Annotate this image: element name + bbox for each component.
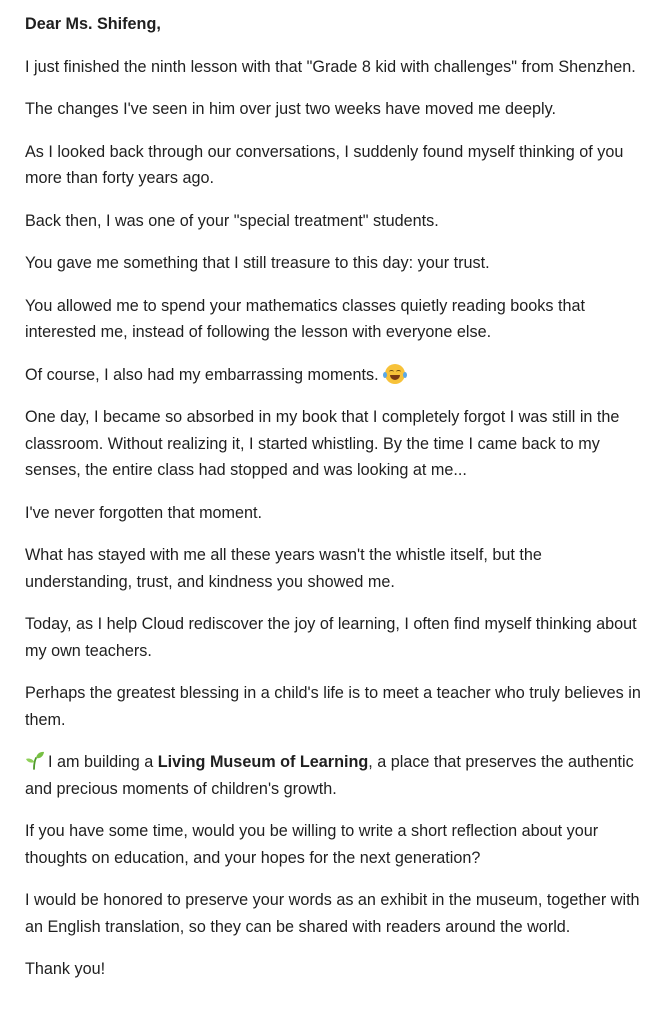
letter-paragraph-8: One day, I became so absorbed in my book that I completely forgot I was still in the classroom. Without realizing it, I started whistling. By the time I came back to my senses, the entire class had stopped and was looking at me... xyxy=(25,408,620,479)
laughing-tears-emoji-icon xyxy=(385,364,405,384)
letter-paragraph-11: Today, as I help Cloud rediscover the joy of learning, I often find myself thinking about my own teachers. xyxy=(25,615,637,660)
letter-paragraph-7-text: Of course, I also had my embarrassing moments. xyxy=(25,365,379,384)
letter-paragraph-5: You gave me something that I still treasure to this day: your trust. xyxy=(25,254,490,272)
letter-closing: Thank you! xyxy=(25,960,106,978)
letter-paragraph-1: I just finished the ninth lesson with that "Grade 8 kid with challenges" from Shenzhen. xyxy=(25,57,636,76)
letter-paragraph-14: If you have some time, would you be willing to write a short reflection about your thoughts on education, and your hopes for the next generation? xyxy=(25,822,599,867)
letter-greeting: Dear Ms. Shifeng, xyxy=(25,15,161,33)
letter-paragraph-4: Back then, I was one of your "special treatment" students. xyxy=(25,211,439,230)
letter-paragraph-13-before: I am building a xyxy=(48,753,158,771)
letter-paragraph-2: The changes I've seen in him over just two weeks have moved me deeply. xyxy=(25,100,556,118)
letter-body xyxy=(25,11,645,999)
letter-paragraph-9: I've never forgotten that moment. xyxy=(25,503,263,522)
letter-paragraph-13-after: , a place that preserves the authentic and precious moments of children's growth. xyxy=(25,753,634,798)
seedling-icon xyxy=(25,750,45,770)
letter-paragraph-6: You allowed me to spend your mathematics classes quietly reading books that interested me, instead of following the lesson with everyone else. xyxy=(25,296,585,341)
letter-paragraph-7 xyxy=(25,362,645,389)
letter-paragraph-12: Perhaps the greatest blessing in a child's life is to meet a teacher who truly believes in them. xyxy=(25,684,641,729)
museum-name: Living Museum of Learning xyxy=(157,753,369,771)
letter-paragraph-10: What has stayed with me all these years wasn't the whistle itself, but the understanding, trust, and kindness you showed me. xyxy=(25,546,542,591)
letter-paragraph-13 xyxy=(25,749,645,802)
letter-paragraph-3: As I looked back through our conversations, I suddenly found myself thinking of you more than forty years ago. xyxy=(25,142,624,187)
letter-paragraph-15: I would be honored to preserve your words as an exhibit in the museum, together with an English translation, so they can be shared with readers around the world. xyxy=(25,891,640,936)
